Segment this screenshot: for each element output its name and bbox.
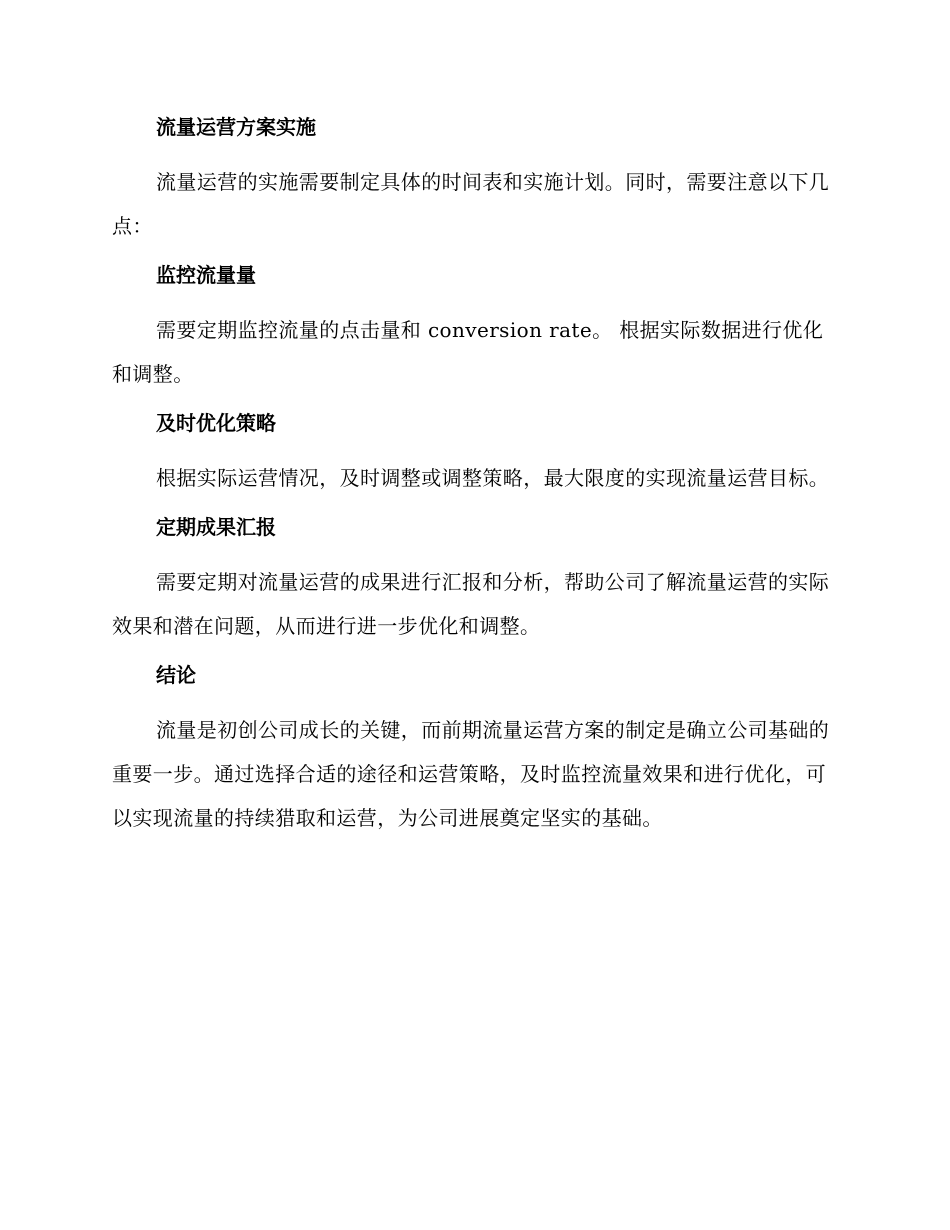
conclusion-heading: 结论 (156, 663, 196, 687)
section-heading: 流量运营方案实施 (156, 115, 316, 139)
section-paragraph: 需要定期对流量运营的成果进行汇报和分析，帮助公司了解流量运营的实际效果和潜在问题，从而进行进一步优化和调整。 (112, 570, 830, 638)
document-page (112, 108, 832, 840)
section-paragraph: 根据实际运营情况，及时调整或调整策略，最大限度的实现流量运营目标。 (156, 466, 830, 490)
section-heading: 监控流量量 (156, 263, 256, 287)
conclusion-paragraph: 流量是初创公司成长的关键，而前期流量运营方案的制定是确立公司基础的重要一步。通过选择合适的途径和运营策略，及时监控流量效果和进行优化，可以实现流量的持续猎取和运营，为公司进展奠定坚实的基础。 (112, 718, 830, 830)
section-paragraph: 需要定期监控流量的点击量和 conversion rate。 根据实际数据进行优化和调整。 (112, 318, 824, 386)
section-heading: 定期成果汇报 (156, 515, 276, 539)
section-paragraph: 流量运营的实施需要制定具体的时间表和实施计划。同时，需要注意以下几点： (112, 170, 830, 238)
section-heading: 及时优化策略 (156, 411, 276, 435)
